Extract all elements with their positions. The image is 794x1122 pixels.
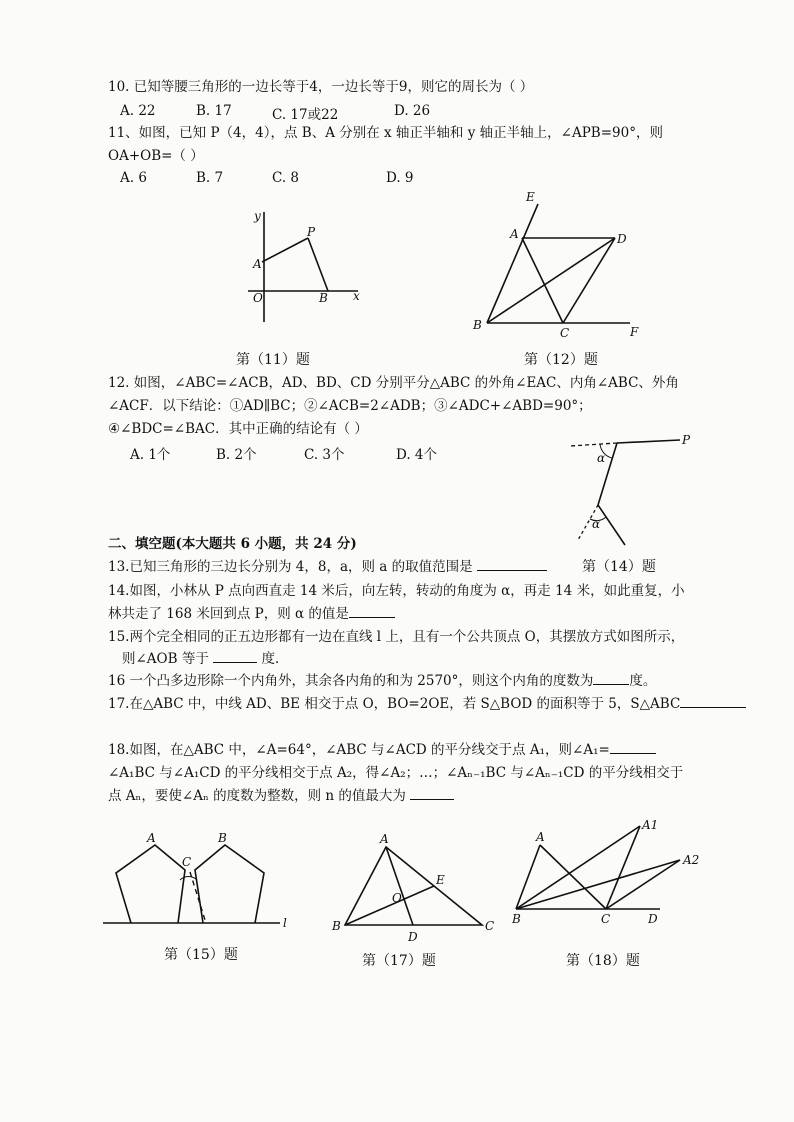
q15-line2-suffix: 度.	[261, 651, 280, 667]
fig18-label-a2: A2	[683, 853, 700, 867]
q11-option-a: A. 6	[120, 170, 147, 186]
q10-option-a: A. 22	[120, 103, 156, 119]
fig12-label-a: A	[510, 227, 519, 241]
fig18-label-b: B	[512, 912, 521, 926]
q11-option-d: D. 9	[386, 170, 414, 186]
fig14-label-alpha-2: α	[592, 517, 601, 531]
fig17-label-a: A	[380, 832, 389, 846]
fig14-label-p: P	[682, 433, 691, 447]
q17-text: 17.在△ABC 中，中线 AD、BE 相交于点 O，BO=2OE，若 S△BOD 的面积等于 5，S△ABC	[108, 696, 681, 712]
fig17-label-b: B	[332, 919, 341, 933]
fig11-label-p: P	[307, 225, 316, 239]
q11-option-c: C. 8	[272, 170, 300, 186]
fig18-line-ba	[516, 845, 540, 909]
fig18-label-c: C	[601, 912, 611, 926]
q10-option-c: C. 17或22	[272, 107, 339, 123]
q15-line1: 15.两个完全相同的正五边形都有一边在直线 l 上，且有一个公共顶点 O，其摆放方式如图所示，	[108, 629, 685, 645]
q13-text-content: 13.已知三角形的三边长分别为 4，8，a，则 a 的取值范围是	[108, 559, 473, 575]
fig12-label-e: E	[526, 190, 535, 204]
q12-option-b: B. 2个	[216, 447, 257, 463]
q14-line2-content: 林共走了 168 米回到点 P，则 α 的值是	[108, 606, 349, 622]
fig18-line-ca1	[606, 826, 640, 909]
fig11-label-a: A	[253, 257, 262, 271]
q10-stem: 10. 已知等腰三角形的一边长等于4，一边长等于9，则它的周长为（ ）	[108, 79, 534, 95]
q12-option-a: A. 1个	[130, 447, 171, 463]
fig12-label-c: C	[560, 326, 570, 340]
q12-line3: ④∠BDC=∠BAC．其中正确的结论有（ ）	[108, 421, 368, 437]
fig18-label-d: D	[648, 912, 658, 926]
fig15-label-l: l	[283, 916, 287, 930]
q16-tail: 度。	[629, 673, 657, 689]
fig17-label-e: E	[436, 873, 445, 887]
fig12-caption: 第（12）题	[524, 352, 598, 368]
fig12-label-d: D	[617, 232, 627, 246]
fig11-caption: 第（11）题	[236, 352, 310, 368]
q14-line1: 14.如图，小林从 P 点向西直走 14 米后，向左转，转动的角度为 α，再走 14 米，如此重复，小	[108, 583, 685, 599]
q10-option-b: B. 17	[196, 103, 232, 119]
q10-option-d: D. 26	[394, 103, 431, 119]
q18-line1-content: 18.如图，在△ABC 中，∠A=64°，∠ABC 与∠ACD 的平分线交于点 A₁，则∠A₁=	[108, 742, 610, 758]
fig15-label-b: B	[218, 831, 227, 845]
q16-text: 16 一个凸多边形除一个内角外，其余各内角的和为 2570°，则这个内角的度数为	[108, 673, 594, 689]
q12-line1: 12. 如图，∠ABC=∠ACB，AD、BD、CD 分别平分△ABC 的外角∠EAC、内角∠ABC、外角	[108, 375, 679, 391]
fig15-caption: 第（15）题	[164, 947, 238, 963]
q12-option-c: C. 3个	[304, 447, 345, 463]
fig11-label-o: O	[253, 291, 263, 305]
q12-line2: ∠ACF．以下结论：①AD∥BC；②∠ACB=2∠ADB；③∠ADC+∠ABD=90°；	[108, 398, 592, 414]
fig12-label-b: B	[473, 318, 482, 332]
q12-option-d: D. 4个	[396, 447, 438, 463]
fig18-label-a1: A1	[642, 818, 659, 832]
q11-option-b: B. 7	[196, 170, 224, 186]
q18-line3-content: 点 Aₙ，要使∠Aₙ 的度数为整数，则 n 的值最大为	[108, 788, 406, 804]
fig11-label-b: B	[319, 291, 328, 305]
fig11-label-x: x	[353, 289, 360, 303]
fig17-label-c: C	[485, 919, 495, 933]
fig17-caption: 第（17）题	[362, 953, 436, 969]
fig15-label-a: A	[147, 831, 156, 845]
section2-title: 二、填空题(本大题共 6 小题，共 24 分)	[108, 536, 357, 552]
q11-stem-line1: 11、如图，已知 P（4，4），点 B、A 分别在 x 轴正半轴和 y 轴正半轴上，∠APB=90°，则	[108, 125, 663, 141]
fig18-line-ca2	[606, 860, 680, 909]
fig17-label-d: D	[408, 930, 418, 944]
fig18-caption: 第（18）题	[566, 953, 640, 969]
fig18-label-a: A	[536, 830, 545, 844]
fig15-label-c: C	[182, 855, 192, 869]
fig18-line-ba1	[516, 826, 640, 909]
q18-line2: ∠A₁BC 与∠A₁CD 的平分线相交于点 A₂，得∠A₂；…；∠Aₙ₋₁BC 与∠Aₙ₋₁CD 的平分线相交于	[108, 765, 684, 781]
q15-line2-prefix: 则∠AOB 等于	[122, 651, 209, 667]
fig11-label-y: y	[254, 209, 261, 223]
fig17-label-o: O	[392, 891, 402, 905]
q11-stem-line2: OA+OB=（ ）	[108, 148, 204, 164]
fig14-label-alpha-1: α	[597, 451, 606, 465]
fig14-caption: 第（14）题	[582, 559, 656, 575]
fig12-label-f: F	[630, 325, 639, 339]
